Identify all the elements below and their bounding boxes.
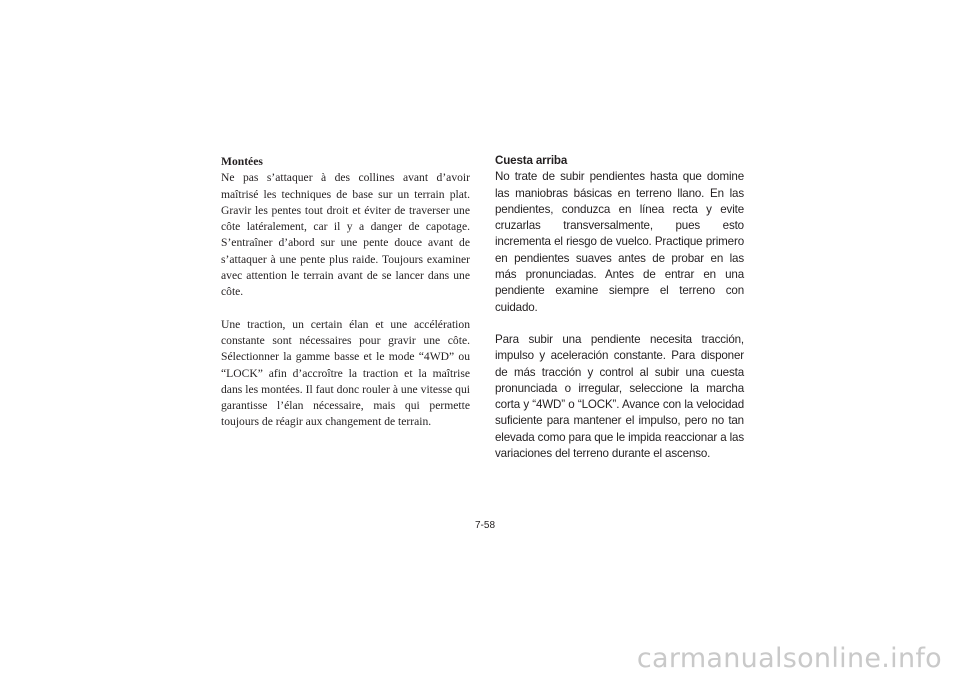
french-column [221, 154, 470, 431]
french-paragraph-1-text: Ne pas s’attaquer à des collines avant d’avoir maîtrisé les techniques de base sur un terrain plat. Gravir les pentes tout droit et éviter de traverser une côte latéralement, car il y a danger de capotage. S’entraîner d’abord sur une pente douce avant de s’attaquer à une pente plus raide. Toujours examiner avec attention le terrain avant de se lancer dans une côte. [221, 171, 470, 299]
french-paragraph-2: Une traction, un certain élan et une accélération constante sont nécessaires pour gravir une côte. Sélectionner la gamme basse et le mode “4WD” ou “LOCK” afin d’accroître la traction et la maîtrise dans les montées. Il faut donc rouler à une vitesse qui garantisse l’élan nécessaire, mais qui permette toujours de réagir aux changement de terrain. [221, 317, 470, 429]
spanish-paragraph-1-text: No trate de subir pendientes hasta que domine las maniobras básicas en terreno llano. En las pendientes, conduzca en línea recta y evite cruzarlas transversalmente, pues esto incrementa el riesgo de vuelco. Practique primero en pendientes suaves antes de probar en las más pronunciadas. Antes de entrar en una pendiente examine siempre el terreno con cuidado. [495, 170, 744, 314]
french-heading: Montées [221, 155, 263, 168]
french-paragraph-1 [221, 154, 470, 301]
watermark: carmanualsonline.info [636, 643, 942, 674]
spanish-column [495, 153, 744, 462]
page-number: 7-58 [474, 520, 495, 531]
spanish-paragraph-2: Para subir una pendiente necesita tracción, impulso y aceleración constante. Para disponer de más tracción y control al subir una cuesta pronunciada o irregular, seleccione la marcha corta y “4WD” o “LOCK”. Avance con la velocidad suficiente para mantener el impulso, pero no tan elevada como para que le impida reaccionar a las variaciones del terreno durante el ascenso. [495, 332, 744, 461]
spanish-heading: Cuesta arriba [495, 154, 568, 167]
spanish-paragraph-1 [495, 153, 744, 316]
